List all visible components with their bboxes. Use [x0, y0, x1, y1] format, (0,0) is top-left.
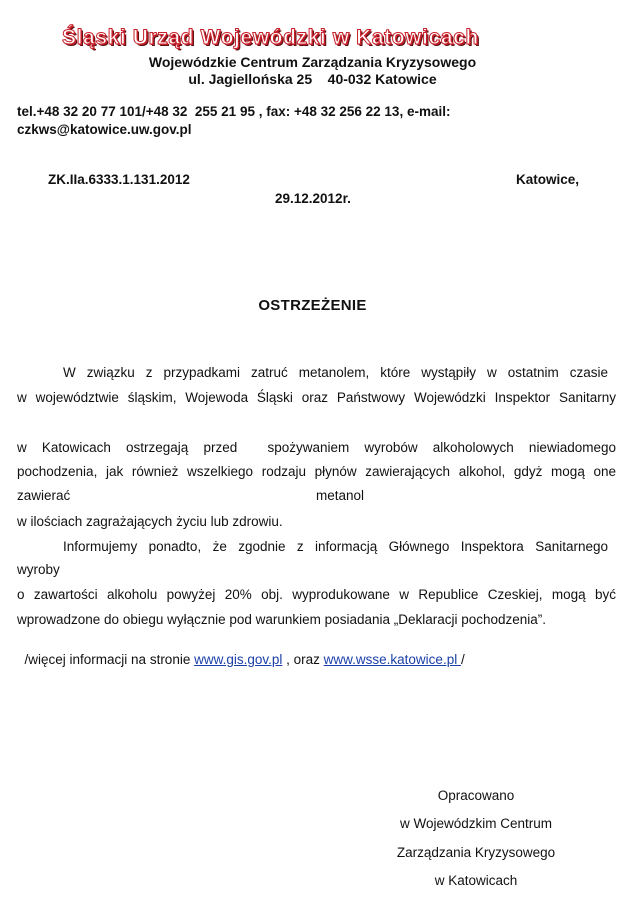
paragraph-line: o zawartości alkoholu powyżej 20% obj. wyprodukowane w Republice Czeskiej, mogą być — [17, 587, 616, 602]
address: ul. Jagiellońska 25 40-032 Katowice — [188, 71, 437, 87]
paragraph-line: pochodzenia, jak również wszelkiego rodzaju płynów zawierających alkohol, gdyż mogą one — [17, 464, 616, 479]
signature-line: Opracowano — [437, 788, 515, 803]
document-heading: OSTRZEŻENIE — [258, 297, 367, 314]
paragraph-line: w Katowicach ostrzegają przed spożywaniem wyrobów alkoholowych niewiadomego — [17, 440, 616, 455]
signature-line: Zarządzania Kryzysowego — [396, 845, 556, 860]
reference-number: ZK.IIa.6333.1.131.2012 — [48, 172, 190, 187]
paragraph-word: zawierać — [17, 488, 71, 503]
paragraph-line: W związku z przypadkami zatruć metanolem, które wystąpiły w ostatnim czasie — [63, 365, 608, 380]
paragraph-line: w województwie śląskim, Wojewoda Śląski oraz Państwowy Wojewódzki Inspektor Sanitarny — [17, 390, 616, 405]
paragraph-line: wprowadzone do obiegu wyłącznie pod warunkiem posiadania „Deklaracji pochodzenia”. — [17, 612, 547, 627]
more-info-mid: , oraz — [282, 652, 324, 667]
email-address: czkws@katowice.uw.gov.pl — [17, 122, 192, 137]
paragraph-line: Informujemy ponadto, że zgodnie z informacją Głównego Inspektora Sanitarnego — [63, 539, 608, 554]
more-info-suffix: / — [460, 652, 465, 667]
date: 29.12.2012r. — [275, 191, 351, 206]
place: Katowice, — [516, 172, 580, 187]
gis-link[interactable]: www.gis.gov.pl — [194, 652, 283, 667]
more-info-prefix: /więcej informacji na stronie — [24, 652, 195, 667]
wsse-link[interactable]: www.wsse.katowice.pl — [323, 652, 461, 667]
contact-line: tel.+48 32 20 77 101/+48 32 255 21 95 , fax: +48 32 256 22 13, e-mail: — [17, 104, 451, 119]
office-name-heading: Śląski Urząd Wojewódzki w Katowicach — [62, 26, 479, 49]
paragraph-line: w ilościach zagrażających życiu lub zdrowiu. — [17, 514, 283, 529]
paragraph-line: wyroby — [17, 562, 60, 577]
signature-line: w Katowicach — [434, 873, 518, 888]
signature-line: w Wojewódzkim Centrum — [399, 816, 553, 831]
more-info-line — [17, 637, 465, 667]
centre-name: Wojewódzkie Centrum Zarządzania Kryzysowego — [148, 54, 477, 70]
paragraph-word: metanol — [316, 488, 365, 503]
